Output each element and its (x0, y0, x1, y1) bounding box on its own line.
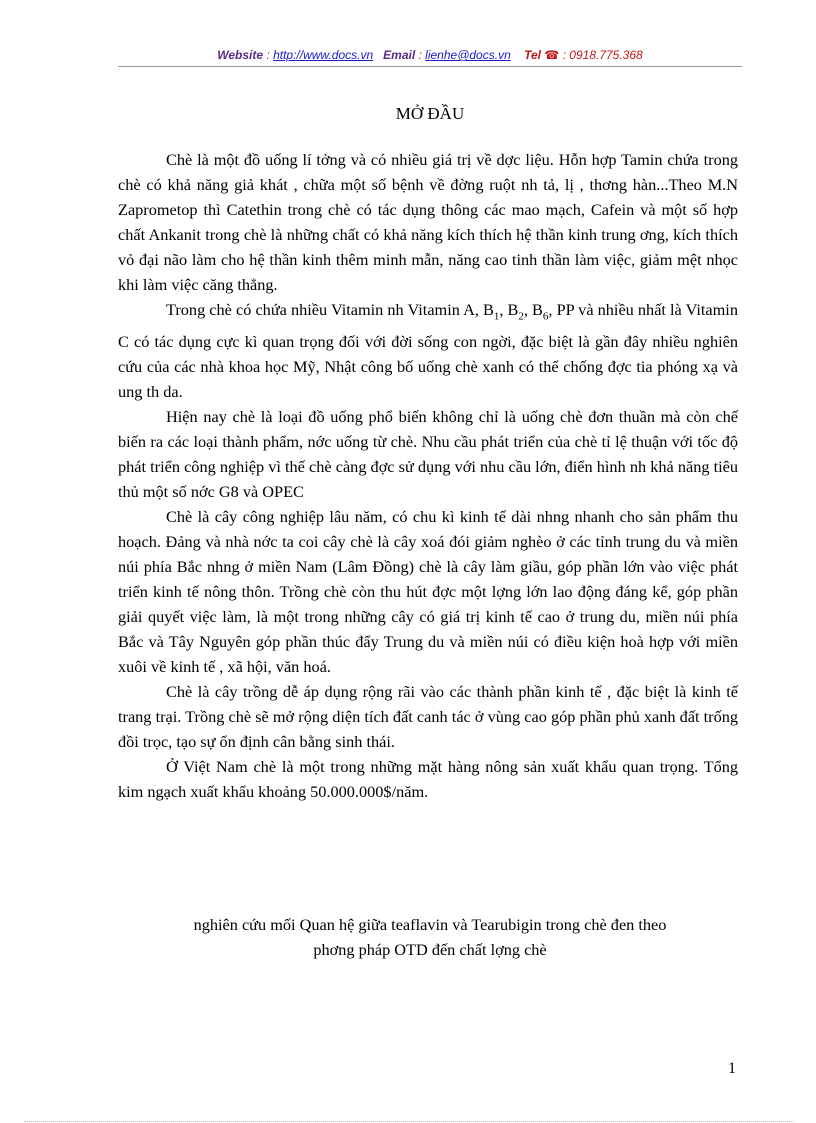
paragraph-4: Chè là cây công nghiệp lâu năm, có chu kì kinh tế dài nhng nhanh cho sản phẩm thu hoạch. Đảng và nhà nớc ta coi cây chè là cây xoá đói giảm nghèo ở các tỉnh trung du và miền núi phía Bắc nhng ở miền Nam (Lâm Đồng) chè là cây làm giầu, góp phần lớn vào việc phát triển kinh tế nông thôn. Trồng chè còn thu hút đợc một lợng lớn lao động đáng kể, góp phần giải quyết việc làm, là một trong những cây có giá trị kinh tế cao ở trung du, miền núi phía Bắc và Tây Nguyên góp phần thúc đẩy Trung du và miền núi có điều kiện hoà hợp với miền xuôi về kinh tế , xã hội, văn hoá. (118, 507, 738, 677)
website-link[interactable]: http://www.docs.vn (273, 48, 374, 62)
document-title: MỞ ĐẦU (395, 104, 465, 123)
closing-statement (118, 912, 742, 962)
document-body (118, 147, 738, 804)
email-link[interactable]: lienhe@docs.vn (425, 48, 511, 62)
paragraph-2: Trong chè có chứa nhiều Vitamin nh Vitamin A, $B_1$, $B_2$, $B_6$, PP và nhiều nhất là Vitamin C có tác dụng cực kì quan trọng đối với đời sống con ngời, đặc biệt là gần đây nhiều nghiên cứu của các nhà khoa học Mỹ, Nhật công bố uống chè xanh có thể chống đợc tia phóng xạ và ung th da. (118, 300, 738, 402)
page-number: 1 (728, 1060, 736, 1077)
email-separator: : (415, 48, 426, 62)
paragraph-3: Hiện nay chè là loại đồ uống phổ biến không chỉ là uống chè đơn thuần mà còn chế biến ra các loại thành phẩm, nớc uống từ chè. Nhu cầu phát triển của chè tỉ lệ thuận với tốc độ phát triển công nghiệp vì thế chè càng đợc sử dụng với nhu cầu lớn, điển hình nh khả năng tiêu thủ một số nớc G8 và OPEC (118, 407, 738, 502)
page-bottom-border (24, 1121, 794, 1122)
paragraph-6: Ở Việt Nam chè là một trong những mặt hàng nông sản xuất khẩu quan trọng. Tổng kim ngạch xuất khẩu khoảng 50.000.000$/năm. (118, 757, 738, 802)
paragraph-5: Chè là cây trồng dễ áp dụng rộng rãi vào các thành phần kinh tế , đặc biệt là kinh tế trang trại. Trồng chè sẽ mở rộng diện tích đất canh tác ở vùng cao góp phần phủ xanh đất trống đồi trọc, tạo sự ổn định cân bằng sinh thái. (118, 682, 738, 752)
header-divider (118, 66, 742, 67)
website-separator: : (263, 48, 274, 62)
paragraph-1: Chè là một đồ uống lí tởng và có nhiều giá trị về dợc liệu. Hỗn hợp Tamin chứa trong chè có khả năng giả khát , chữa một số bệnh về đờng ruột nh tả, lị , thơng hàn...Theo M.N Zaprometop thì Catethin trong chè có tác dụng thông các mao mạch, Cafein và một số hợp chất Ankanit trong chè là những chất có khả năng kích thích hệ thần kinh trung ơng, kích thích vỏ đại não làm cho hệ thần kinh thêm minh mẫn, năng cao tinh thần làm việc, giảm mệt nhọc khi làm việc căng thẳng. (118, 150, 738, 294)
tel-value: : 0918.775.368 (559, 48, 643, 62)
closing-line-2: phơng pháp OTD đến chất lợng chè (313, 940, 547, 959)
tel-label: Tel (524, 48, 541, 62)
closing-line-1: nghiên cứu mối Quan hệ giữa teaflavin và Tearubigin trong chè đen theo (193, 915, 667, 934)
website-label: Website (217, 48, 264, 62)
email-label: Email (383, 48, 416, 62)
page-header (118, 48, 742, 62)
phone-icon: ☎ (544, 48, 560, 62)
